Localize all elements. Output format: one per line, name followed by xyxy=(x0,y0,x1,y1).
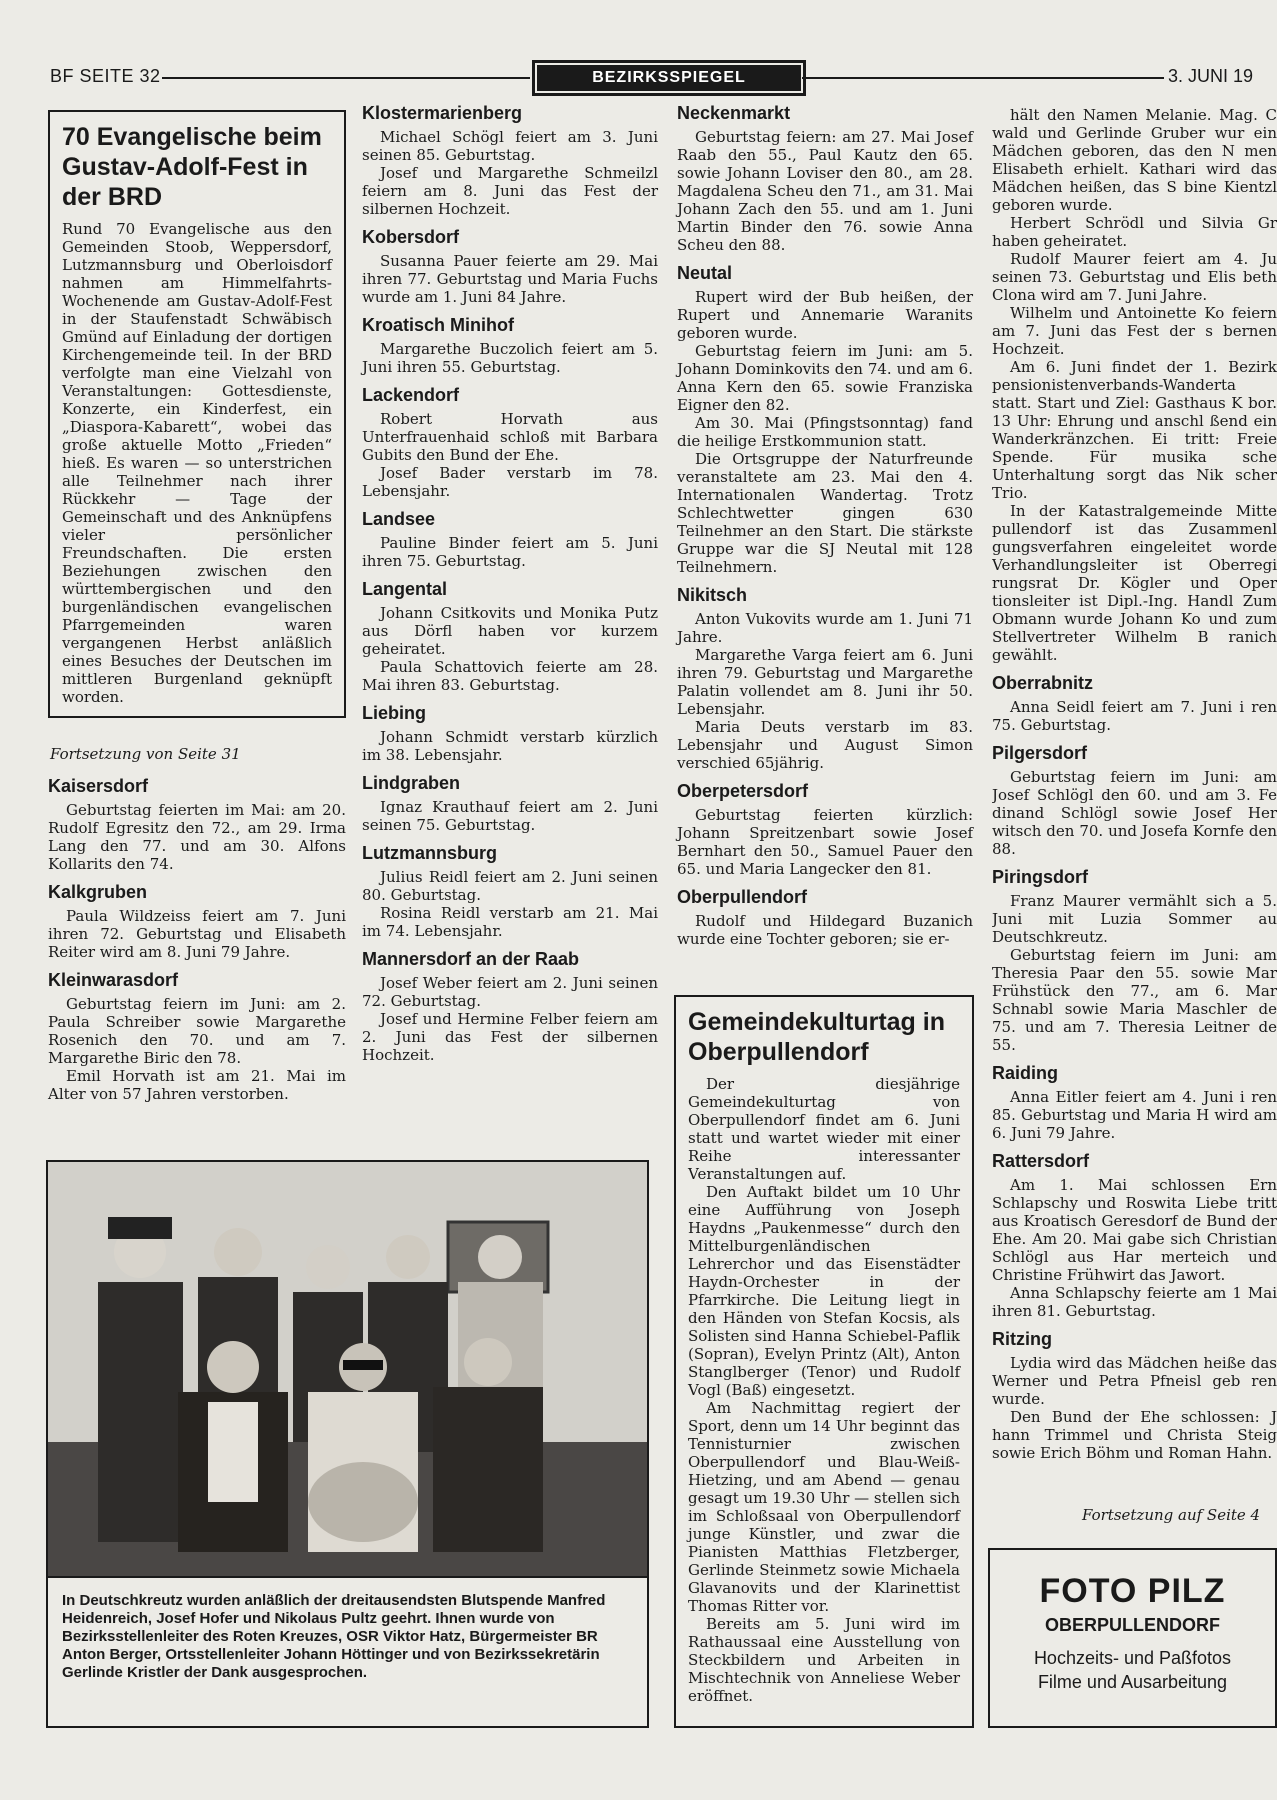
locality-heading: Mannersdorf an der Raab xyxy=(362,949,580,969)
article-paragraph: Den Auftakt bildet um 10 Uhr eine Aufführung von Joseph Haydns „Paukenmesse“ durch den Mittelburgenländischen Lehrerchor und das Eisenstädter Haydn-Orchester in der Pfarrkirche. Die Leitung liegt in den Händen von Stefan Kocsis, als Solisten sind Hanna Schiebel-Paflik (Sopran), Evelyn Printz (Alt), Anton Stanglberger (Tenor) und Rudolf Vogl (Baß) eingesetzt. xyxy=(688,1183,960,1399)
locality-heading: Raiding xyxy=(992,1063,1058,1083)
column-2 xyxy=(362,102,658,1064)
news-paragraph: Anna Schlapschy feierte am 1 Mai ihren 81. Geburtstag. xyxy=(992,1284,1277,1320)
locality-heading: Kleinwarasdorf xyxy=(48,970,179,990)
news-paragraph: Rosina Reidl verstarb am 21. Mai im 74. Lebensjahr. xyxy=(362,904,658,940)
ad-service-1: Hochzeits- und Paßfotos xyxy=(1033,1648,1232,1668)
news-paragraph: Lydia wird das Mädchen heiße das Werner und Petra Pfneisl geb ren wurde. xyxy=(992,1354,1277,1408)
news-paragraph: Am 1. Mai schlossen Ern Schlapschy und Roswita Liebe tritt aus Kroatisch Geresdorf de Bund der Ehe. Am 20. Mai gabe sich Christian Schlögl aus Har merteich und Christine Frühwirt das Jawort. xyxy=(992,1176,1277,1284)
news-paragraph: Josef und Hermine Felber feiern am 2. Juni das Fest der silbernen Hochzeit. xyxy=(362,1010,658,1064)
news-paragraph: Paula Schattovich feierte am 28. Mai ihren 83. Geburtstag. xyxy=(362,658,658,694)
news-paragraph: Susanna Pauer feierte am 29. Mai ihren 77. Geburtstag und Maria Fuchs wurde am 1. Juni 84 Jahre. xyxy=(362,252,658,306)
continued-from: Fortsetzung von Seite 31 xyxy=(50,745,241,763)
photo-illustration xyxy=(48,1162,649,1578)
locality-heading: Lindgraben xyxy=(362,773,460,793)
news-paragraph: Maria Deuts verstarb im 83. Lebensjahr und August Simon verschied 65jährig. xyxy=(677,718,973,772)
news-paragraph: Am 30. Mai (Pfingstsonntag) fand die heilige Erstkommunion statt. xyxy=(677,414,973,450)
column-1 xyxy=(48,775,346,1103)
news-paragraph: Johann Schmidt verstarb kürzlich im 38. Lebensjahr. xyxy=(362,728,658,764)
news-paragraph: Geburtstag feiern im Juni: am 2. Paula Schreiber sowie Margarethe Rosenich den 70. und am 7. Margarethe Biric den 78. xyxy=(48,995,346,1067)
header-rule-left xyxy=(162,77,530,79)
issue-date: 3. JUNI 19 xyxy=(1168,66,1254,86)
news-paragraph: Geburtstag feiern: am 27. Mai Josef Raab den 55., Paul Kautz den 65. sowie Johann Loviser den 80., am 28. Magdalena Scheu den 71., am 31. Mai Johann Zach den 55. und am 1. Juni Martin Binder den 76. sowie Anna Scheu den 88. xyxy=(677,128,973,254)
news-paragraph: Rudolf Maurer feiert am 4. Ju seinen 73. Geburtstag und Elis beth Clona wird am 7. Juni Jahre. xyxy=(992,250,1277,304)
photo-caption: In Deutschkreutz wurden anläßlich der dreitausendsten Blutspende Manfred Heidenreich, Josef Hofer und Nikolaus Pultz geehrt. Ihnen wurde von Bezirksstellenleiter des Roten Kreuzes, OSR Viktor Hatz, Bürgermeister BR Anton Berger, Ortsstellenleiter Johann Höttinger und von Bezirkssekretärin Gerlinde Kristler der Dank ausgesprochen. xyxy=(46,1578,649,1728)
section-title: BEZIRKSSPIEGEL xyxy=(532,60,806,96)
locality-heading: Landsee xyxy=(362,509,436,529)
locality-heading: Ritzing xyxy=(992,1329,1052,1349)
news-paragraph: Julius Reidl feiert am 2. Juni seinen 80. Geburtstag. xyxy=(362,868,658,904)
news-paragraph: Geburtstag feierten kürzlich: Johann Spreitzenbart sowie Josef Bernhart den 50., Samuel Pauer den 65. und Maria Langecker den 81. xyxy=(677,806,973,878)
column-4 xyxy=(992,106,1277,1462)
news-paragraph: Wilhelm und Antoinette Ko feiern am 7. Juni das Fest der s bernen Hochzeit. xyxy=(992,304,1277,358)
news-paragraph: Die Ortsgruppe der Naturfreunde veranstaltete am 23. Mai den 4. Internationalen Wandertag. Trotz Schlechtwetter gingen 630 Teilnehmer an den Start. Die stärkste Gruppe war die SJ Neutal mit 128 Teilnehmern. xyxy=(677,450,973,576)
locality-heading: Lutzmannsburg xyxy=(362,843,497,863)
column-3 xyxy=(677,102,973,948)
news-paragraph: Emil Horvath ist am 21. Mai im Alter von 57 Jahren verstorben. xyxy=(48,1067,346,1103)
news-paragraph: Geburtstag feiern im Juni: am Theresia Paar den 55. sowie Mar Frühstück den 77., am 6. Mar Schnabl sowie Maria Maschler de 75. und am 7. Theresia Leitner de 55. xyxy=(992,946,1277,1054)
news-paragraph: Pauline Binder feiert am 5. Juni ihren 75. Geburtstag. xyxy=(362,534,658,570)
locality-heading: Neutal xyxy=(677,263,733,283)
news-paragraph: Margarethe Varga feiert am 6. Juni ihren 79. Geburtstag und Margarethe Palatin vollendet am 8. Juni ihr 50. Lebensjahr. xyxy=(677,646,973,718)
locality-heading: Piringsdorf xyxy=(992,867,1089,887)
article-paragraph: Bereits am 5. Juni wird im Rathaussaal eine Ausstellung von Steckbildern und Arbeiten in Mischtechnik von Anneliese Weber eröffnet. xyxy=(688,1615,960,1705)
news-paragraph: Herbert Schrödl und Silvia Gr haben geheiratet. xyxy=(992,214,1277,250)
news-paragraph: Josef Weber feiert am 2. Juni seinen 72. Geburtstag. xyxy=(362,974,658,1010)
ad-location: OBERPULLENDORF xyxy=(1045,1615,1220,1635)
news-paragraph: Paula Wildzeiss feiert am 7. Juni ihren 72. Geburtstag und Elisabeth Reiter wird am 8. Juni 79 Jahre. xyxy=(48,907,346,961)
locality-heading: Lackendorf xyxy=(362,385,460,405)
page-number: BF SEITE 32 xyxy=(50,66,161,86)
locality-heading: Kaisersdorf xyxy=(48,776,149,796)
locality-heading: Oberrabnitz xyxy=(992,673,1094,693)
locality-heading: Liebing xyxy=(362,703,426,723)
news-paragraph: Anton Vukovits wurde am 1. Juni 71 Jahre. xyxy=(677,610,973,646)
news-paragraph: hält den Namen Melanie. Mag. C wald und Gerlinde Gruber wur ein Mädchen geboren, das den N men Elisabeth erhielt. Kathari wird das Mädchen heißen, das S bine Kientzl geboren wurde. xyxy=(992,106,1277,214)
news-paragraph: Am 6. Juni findet der 1. Bezirk pensionistenverbands-Wanderta statt. Start und Ziel: Gasthaus K bor. 13 Uhr: Ehrung und anschl ßend ein Wanderkränzchen. Ei tritt: Freie Spende. Für musika sche Unterhaltung sorgt das Nik scher Trio. xyxy=(992,358,1277,502)
news-paragraph: Josef Bader verstarb im 78. Lebensjahr. xyxy=(362,464,658,500)
article-paragraph: Am Nachmittag regiert der Sport, denn um 14 Uhr beginnt das Tennisturnier zwischen Oberpullendorf und Blau-Weiß-Hietzing, und am Abend — genau gesagt um 19.30 Uhr — stellen sich im Schloßsaal von Oberpullendorf junge Künstler, und zwar die Pianisten Matthias Fletzberger, Gerlinde Steinmetz sowie Michaela Glavanovits und der Klarinettist Thomas Ritter vor. xyxy=(688,1399,960,1615)
news-paragraph: Ignaz Krauthauf feiert am 2. Juni seinen 75. Geburtstag. xyxy=(362,798,658,834)
locality-heading: Nikitsch xyxy=(677,585,748,605)
locality-heading: Kroatisch Minihof xyxy=(362,315,514,335)
locality-heading: Pilgersdorf xyxy=(992,743,1088,763)
ad-title: FOTO PILZ xyxy=(1039,1572,1226,1610)
locality-heading: Oberpullendorf xyxy=(677,887,807,907)
advertisement-foto-pilz xyxy=(988,1548,1277,1728)
locality-heading: Klostermarienberg xyxy=(362,103,523,123)
news-paragraph: Robert Horvath aus Unterfrauenhaid schloß mit Barbara Gubits den Bund der Ehe. xyxy=(362,410,658,464)
locality-heading: Kobersdorf xyxy=(362,227,460,247)
article-box-gemeindekulturtag xyxy=(674,995,974,1728)
article-box-evangelische xyxy=(48,110,346,718)
news-paragraph: Josef und Margarethe Schmeilzl feiern am 8. Juni das Fest der silbernen Hochzeit. xyxy=(362,164,658,218)
locality-heading: Rattersdorf xyxy=(992,1151,1090,1171)
news-paragraph: Geburtstag feiern im Juni: am 5. Johann Dominkovits den 74. und am 6. Anna Kern den 65. sowie Franziska Eigner den 82. xyxy=(677,342,973,414)
ad-service-2: Filme und Ausarbeitung xyxy=(1037,1672,1228,1692)
page-header xyxy=(50,60,1277,92)
news-paragraph: Margarethe Buczolich feiert am 5. Juni ihren 55. Geburtstag. xyxy=(362,340,658,376)
locality-heading: Oberpetersdorf xyxy=(677,781,809,801)
continued-on: Fortsetzung auf Seite 4 xyxy=(1082,1506,1261,1524)
news-paragraph: Geburtstag feiern im Juni: am Josef Schlögl den 60. und am 3. Fe dinand Schlögl sowie Josef Her witsch den 70. und Josefa Kornfe den 88. xyxy=(992,768,1277,858)
article-text: Rund 70 Evangelische aus den Gemeinden Stoob, Weppersdorf, Lutzmannsburg und Oberloisdorf nahmen am Himmelfahrts-Wochenende am Gustav-Adolf-Fest in der Staufenstadt Schwäbisch Gmünd auf Einladung der dortigen Kirchengemeinde teil. In der BRD verfolgte man eine Vielzahl von Veranstaltungen: Gottesdienste, Konzerte, ein Kinderfest, ein „Diaspora-Kabarett“, wobei das große aktuelle Motto „Frieden“ hieß. Es waren — so unterstrichen alle Teilnehmer nach ihrer Rückkehr — Tage der Gemeinschaft und des Anknüpfens vieler persönlicher Freundschaften. Die ersten Beziehungen zwischen den württembergischen und den burgenländischen evangelischen Pfarrgemeinden waren vergangenen Herbst anläßlich eines Besuches der Deutschen im mittleren Burgenland geknüpft worden. xyxy=(62,220,332,706)
news-paragraph: Franz Maurer vermählt sich a 5. Juni mit Luzia Sommer au Deutschkreutz. xyxy=(992,892,1277,946)
news-paragraph: Den Bund der Ehe schlossen: J hann Trimmel und Christa Steig sowie Erich Böhm und Roman Hahn. xyxy=(992,1408,1277,1462)
article-paragraph: Der diesjährige Gemeindekulturtag von Oberpullendorf findet am 6. Juni statt und wartet wieder mit einer Reihe interessanter Veranstaltungen auf. xyxy=(688,1075,960,1183)
locality-heading: Neckenmarkt xyxy=(677,103,791,123)
news-paragraph: Anna Eitler feiert am 4. Juni i ren 85. Geburtstag und Maria H wird am 6. Juni 79 Jahre. xyxy=(992,1088,1277,1142)
article-title: 70 Evangelische beim Gustav-Adolf-Fest in der BRD xyxy=(62,123,322,211)
news-paragraph: Johann Csitkovits und Monika Putz aus Dörfl haben vor kurzem geheiratet. xyxy=(362,604,658,658)
news-paragraph: Rudolf und Hildegard Buzanich wurde eine Tochter geboren; sie er- xyxy=(677,912,973,948)
header-rule-right xyxy=(802,77,1164,79)
news-paragraph: Anna Seidl feiert am 7. Juni i ren 75. Geburtstag. xyxy=(992,698,1277,734)
locality-heading: Kalkgruben xyxy=(48,882,148,902)
news-paragraph: Geburtstag feierten im Mai: am 20. Rudolf Egresitz den 72., am 29. Irma Lang den 77. und am 30. Alfons Kollarits den 74. xyxy=(48,801,346,873)
news-paragraph: In der Katastralgemeinde Mitte pullendorf ist das Zusammenl gungsverfahren eingeleitet worde Verhandlungsleiter ist Oberregi rungsrat Dr. Kögler und Oper tionsleiter ist Dipl.-Ing. Handl Zum Obmann wurde Johann Ko und zum Stellvertreter Wilhelm B ranich gewählt. xyxy=(992,502,1277,664)
locality-heading: Langental xyxy=(362,579,448,599)
article-title: Gemeindekulturtag in Oberpullendorf xyxy=(688,1008,945,1066)
news-paragraph: Michael Schögl feiert am 3. Juni seinen 85. Geburtstag. xyxy=(362,128,658,164)
news-paragraph: Rupert wird der Bub heißen, der Rupert und Annemarie Waranits geboren wurde. xyxy=(677,288,973,342)
news-photo xyxy=(46,1160,649,1578)
